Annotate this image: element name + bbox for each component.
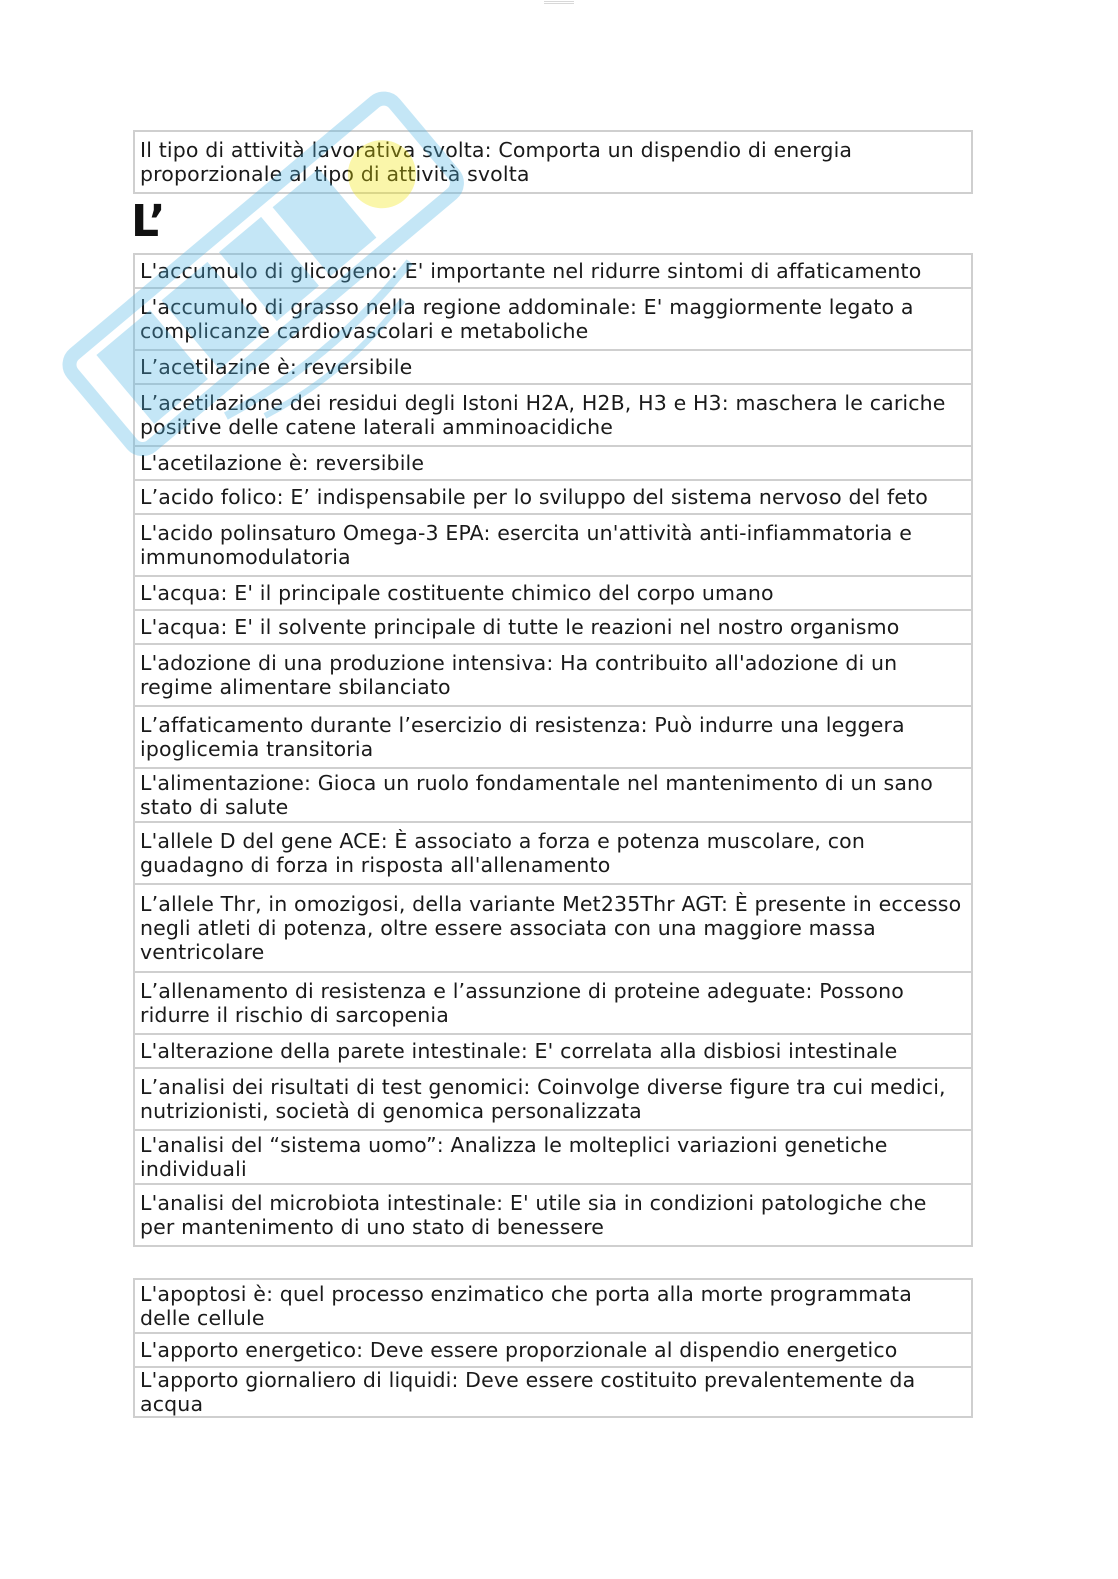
- table-row: [134, 288, 972, 350]
- entry-cell: L'acqua: E' il solvente principale di tutte le reazioni nel nostro organismo: [134, 610, 972, 644]
- entry-cell: L'adozione di una produzione intensiva: Ha contribuito all'adozione di un regime alimentare sbilanciato: [134, 644, 972, 706]
- entry-cell: L'alterazione della parete intestinale: E' correlata alla disbiosi intestinale: [134, 1034, 972, 1068]
- table-row: [134, 1333, 972, 1367]
- entry-cell: L'analisi del microbiota intestinale: E' utile sia in condizioni patologiche che per mantenimento di uno stato di benessere: [134, 1184, 972, 1246]
- entry-cell: L'accumulo di glicogeno: E' importante nel ridurre sintomi di affaticamento: [134, 254, 972, 288]
- table-row: [134, 1068, 972, 1130]
- entry-cell: L’allele Thr, in omozigosi, della variante Met235Thr AGT: È presente in eccesso negli atleti di potenza, oltre essere associata con una maggiore massa ventricolare: [134, 884, 972, 972]
- table-row: [134, 1130, 972, 1184]
- entry-cell: L'apoptosi è: quel processo enzimatico che porta alla morte programmata delle cellule: [134, 1279, 972, 1333]
- table-row: [134, 446, 972, 480]
- entry-cell: L’affaticamento durante l’esercizio di resistenza: Può indurre una leggera ipoglicemia transitoria: [134, 706, 972, 768]
- table-row: [134, 480, 972, 514]
- table-row: [134, 610, 972, 644]
- entry-cell: L’allenamento di resistenza e l’assunzione di proteine adeguate: Possono ridurre il rischio di sarcopenia: [134, 972, 972, 1034]
- entry-cell: L’acido folico: E’ indispensabile per lo sviluppo del sistema nervoso del feto: [134, 480, 972, 514]
- table-row: [134, 768, 972, 822]
- entry-cell: L'acetilazione è: reversibile: [134, 446, 972, 480]
- table-row: [134, 972, 972, 1034]
- entry-cell: L'alimentazione: Gioca un ruolo fondamentale nel mantenimento di un sano stato di salute: [134, 768, 972, 822]
- entry-cell: L'allele D del gene ACE: È associato a forza e potenza muscolare, con guadagno di forza in risposta all'allenamento: [134, 822, 972, 884]
- table-row: [134, 350, 972, 384]
- entry-cell: L'analisi del “sistema uomo”: Analizza le molteplici variazioni genetiche individuali: [134, 1130, 972, 1184]
- section-heading: L’: [131, 196, 166, 247]
- table-row: [134, 131, 972, 193]
- table-row: [134, 884, 972, 972]
- table-row: [134, 384, 972, 446]
- table-row: [134, 254, 972, 288]
- entry-cell: L'apporto giornaliero di liquidi: Deve essere costituito prevalentemente da acqua: [134, 1367, 972, 1417]
- table-row: [134, 706, 972, 768]
- table-row: [134, 514, 972, 576]
- entry-cell: L’acetilazine è: reversibile: [134, 350, 972, 384]
- entry-cell: L’acetilazione dei residui degli Istoni H2A, H2B, H3 e H3: maschera le cariche positive delle catene laterali amminoacidiche: [134, 384, 972, 446]
- table-row: [134, 644, 972, 706]
- entry-cell: Il tipo di attività lavorativa svolta: Comporta un dispendio di energia proporzionale al tipo di attività svolta: [134, 131, 972, 193]
- table-row: [134, 576, 972, 610]
- entry-cell: L'acido polinsaturo Omega-3 EPA: esercita un'attività anti-infiammatoria e immunomodulatoria: [134, 514, 972, 576]
- page-header-mark: [544, 0, 574, 4]
- table-row: [134, 1184, 972, 1246]
- entry-cell: L'accumulo di grasso nella regione addominale: E' maggiormente legato a complicanze cardiovascolari e metaboliche: [134, 288, 972, 350]
- entry-cell: L’analisi dei risultati di test genomici: Coinvolge diverse figure tra cui medici, nutrizionisti, società di genomica personalizzata: [134, 1068, 972, 1130]
- entry-cell: L'acqua: E' il principale costituente chimico del corpo umano: [134, 576, 972, 610]
- table-row: [134, 1367, 972, 1417]
- intro-table: [133, 130, 973, 194]
- entries-table-continued: [133, 1278, 973, 1418]
- entries-table: [133, 253, 973, 1247]
- table-row: [134, 822, 972, 884]
- table-row: [134, 1034, 972, 1068]
- entry-cell: L'apporto energetico: Deve essere proporzionale al dispendio energetico: [134, 1333, 972, 1367]
- table-row: [134, 1279, 972, 1333]
